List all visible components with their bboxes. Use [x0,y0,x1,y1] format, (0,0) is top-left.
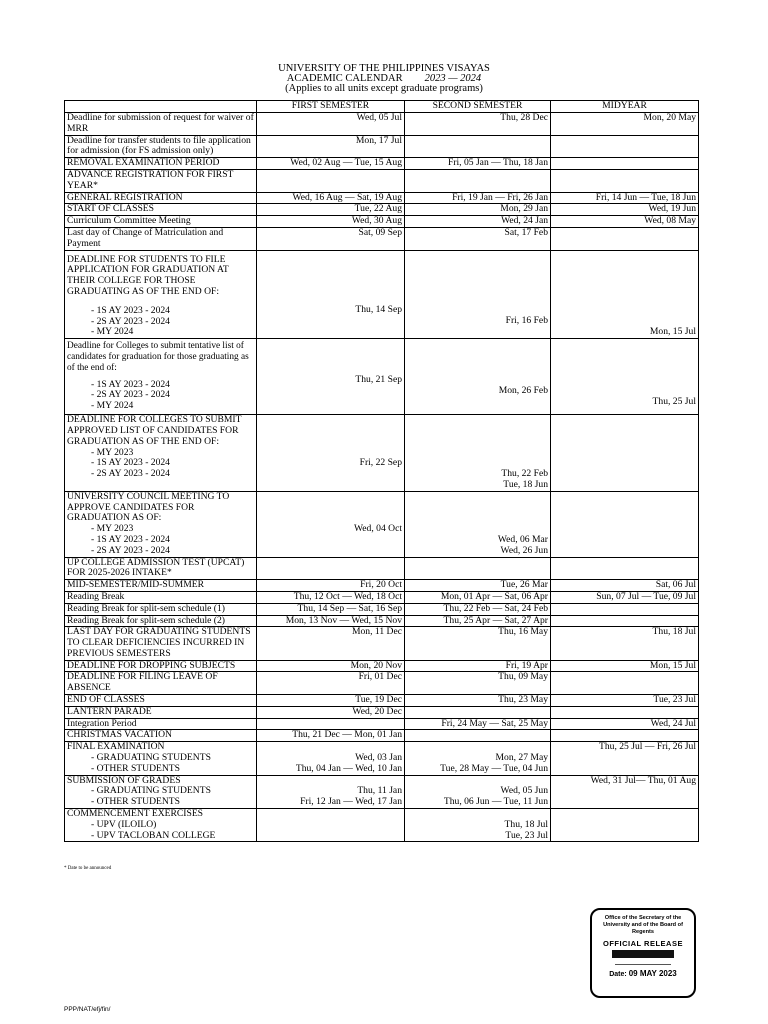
cell-mid: Mon, 15 Jul [551,660,699,672]
stamp-office: Office of the Secretary of the University and of the Board of Regents [603,915,683,935]
cell-second: Thu, 22 Feb Tue, 18 Jun [405,415,551,492]
row-label: COMMENCEMENT EXERCISES - UPV (ILOILO) - UPV TACLOBAN COLLEGE [65,809,257,842]
table-row [65,695,699,707]
cell-second: Fri, 24 May — Sat, 25 May [405,718,551,730]
cell-mid: Thu, 25 Jul [551,339,699,415]
table-row [65,227,699,250]
footnote: * Date to be announced [64,866,112,871]
stamp-signature-line [615,960,671,965]
cell-second: Tue, 26 Mar [405,580,551,592]
row-label: Curriculum Committee Meeting [65,216,257,228]
cell-second [405,706,551,718]
row-label: LAST DAY FOR GRADUATING STUDENTS TO CLEAR DEFICIENCIES INCURRED IN PREVIOUS SEMESTERS [65,627,257,660]
cell-first: Mon, 13 Nov — Wed, 15 Nov [257,615,405,627]
table-row [65,742,699,775]
table-row [65,660,699,672]
cell-mid: Wed, 24 Jul [551,718,699,730]
stamp-release-label: OFFICIAL RELEASE [603,939,683,948]
cell-second: Thu, 16 May [405,627,551,660]
cell-second: Fri, 19 Jan — Fri, 26 Jan [405,192,551,204]
cell-first: Thu, 14 Sep [257,250,405,339]
table-row [65,730,699,742]
table-header-row [65,101,699,113]
row-label: END OF CLASSES [65,695,257,707]
cell-second: Fri, 05 Jan — Thu, 18 Jan [405,158,551,170]
header-second-semester: SECOND SEMESTER [405,101,551,113]
reference-code: PPP/NAT/efj/fin/ [64,1006,111,1013]
cell-first: Fri, 20 Oct [257,580,405,592]
row-label: START OF CLASSES [65,204,257,216]
cell-first [257,557,405,580]
cell-mid [551,603,699,615]
cell-first: Wed, 02 Aug — Tue, 15 Aug [257,158,405,170]
table-row [65,557,699,580]
cell-first: Wed, 16 Aug — Sat, 19 Aug [257,192,405,204]
row-label: DEADLINE FOR STUDENTS TO FILE APPLICATION FOR GRADUATION AT THEIR COLLEGE FOR THOSE GRADUATING AS OF THE END OF: - 1S AY 2023 - 2024 - 2S AY 2023 - 2024 - MY 2024 [65,250,257,339]
table-row [65,158,699,170]
table-row [65,415,699,492]
cell-mid: Tue, 23 Jul [551,695,699,707]
cell-first: Thu, 21 Sep [257,339,405,415]
cell-second: Mon, 27 May Tue, 28 May — Tue, 04 Jun [405,742,551,775]
cell-mid: Thu, 25 Jul — Fri, 26 Jul [551,742,699,775]
row-label: REMOVAL EXAMINATION PERIOD [65,158,257,170]
row-label: Deadline for transfer students to file application for admission (for FS admission only) [65,135,257,158]
academic-year: 2023 — 2024 [424,73,482,84]
university-name: UNIVERSITY OF THE PHILIPPINES VISAYAS [278,63,490,74]
table-row [65,113,699,136]
cell-first: Mon, 20 Nov [257,660,405,672]
row-label: LANTERN PARADE [65,706,257,718]
row-label: Reading Break [65,591,257,603]
cell-second [405,135,551,158]
row-label: Reading Break for split-sem schedule (1) [65,603,257,615]
table-row [65,672,699,695]
cell-first [257,718,405,730]
cell-first: Thu, 11 Jan Fri, 12 Jan — Wed, 17 Jan [257,775,405,808]
table-row [65,192,699,204]
table-row [65,580,699,592]
cell-second: Mon, 26 Feb [405,339,551,415]
cell-first: Wed, 03 Jan Thu, 04 Jan — Wed, 10 Jan [257,742,405,775]
table-row [65,706,699,718]
cell-second: Mon, 01 Apr — Sat, 06 Apr [405,591,551,603]
cell-mid [551,135,699,158]
cell-second: Mon, 29 Jan [405,204,551,216]
row-label: FINAL EXAMINATION - GRADUATING STUDENTS - OTHER STUDENTS [65,742,257,775]
row-label: UP COLLEGE ADMISSION TEST (UPCAT) FOR 2025-2026 INTAKE* [65,557,257,580]
cell-second: Wed, 24 Jan [405,216,551,228]
cell-second: Fri, 16 Feb [405,250,551,339]
header-midyear: MIDYEAR [551,101,699,113]
table-row [65,718,699,730]
cell-mid [551,672,699,695]
cell-second: Thu, 18 Jul Tue, 23 Jul [405,809,551,842]
cell-first: Thu, 14 Sep — Sat, 16 Sep [257,603,405,615]
cell-mid [551,809,699,842]
table-row [65,339,699,415]
academic-calendar-table [64,100,699,842]
table-row [65,216,699,228]
cell-first: Tue, 22 Aug [257,204,405,216]
row-label: DEADLINE FOR FILING LEAVE OF ABSENCE [65,672,257,695]
row-label: Deadline for Colleges to submit tentative list of candidates for graduation for those graduating as of the end of: - 1S AY 2023 - 2024 - 2S AY 2023 - 2024 - MY 2024 [65,339,257,415]
cell-first: Wed, 05 Jul [257,113,405,136]
cell-mid [551,706,699,718]
table-row [65,591,699,603]
stamp-redaction [612,950,674,958]
cell-first: Wed, 20 Dec [257,706,405,718]
cell-second [405,557,551,580]
cell-mid [551,557,699,580]
cell-mid [551,615,699,627]
cell-second: Thu, 23 May [405,695,551,707]
row-label: Last day of Change of Matriculation and Payment [65,227,257,250]
cell-mid: Fri, 14 Jun — Tue, 18 Jun [551,192,699,204]
row-label: Deadline for submission of request for waiver of MRR [65,113,257,136]
cell-mid: Wed, 19 Jun [551,204,699,216]
cell-mid: Mon, 15 Jul [551,250,699,339]
table-row [65,204,699,216]
cell-mid [551,158,699,170]
cell-mid: Mon, 20 May [551,113,699,136]
row-label: Reading Break for split-sem schedule (2) [65,615,257,627]
row-label: DEADLINE FOR COLLEGES TO SUBMIT APPROVED LIST OF CANDIDATES FOR GRADUATION AS OF THE END OF: - MY 2023 - 1S AY 2023 - 2024 - 2S AY 2023 - 2024 [65,415,257,492]
cell-mid [551,169,699,192]
cell-first: Mon, 11 Dec [257,627,405,660]
row-label: ADVANCE REGISTRATION FOR FIRST YEAR* [65,169,257,192]
cell-first [257,809,405,842]
cell-first: Fri, 22 Sep [257,415,405,492]
table-row [65,627,699,660]
cell-first: Tue, 19 Dec [257,695,405,707]
table-row [65,809,699,842]
cell-second: Wed, 05 Jun Thu, 06 Jun — Tue, 11 Jun [405,775,551,808]
cell-mid: Wed, 08 May [551,216,699,228]
cell-first: Fri, 01 Dec [257,672,405,695]
cell-second: Fri, 19 Apr [405,660,551,672]
row-label: Integration Period [65,718,257,730]
cell-mid: Sat, 06 Jul [551,580,699,592]
row-label: GENERAL REGISTRATION [65,192,257,204]
cell-first [257,169,405,192]
header-first-semester: FIRST SEMESTER [257,101,405,113]
header-blank [65,101,257,113]
table-row [65,603,699,615]
cell-first: Wed, 04 Oct [257,491,405,557]
cell-first: Thu, 21 Dec — Mon, 01 Jan [257,730,405,742]
cell-first: Thu, 12 Oct — Wed, 18 Oct [257,591,405,603]
applies-note: (Applies to all units except graduate programs) [285,83,483,94]
cell-mid: Wed, 31 Jul— Thu, 01 Aug [551,775,699,808]
cell-mid [551,227,699,250]
row-label: MID-SEMESTER/MID-SUMMER [65,580,257,592]
cell-first: Wed, 30 Aug [257,216,405,228]
row-label: SUBMISSION OF GRADES - GRADUATING STUDENTS - OTHER STUDENTS [65,775,257,808]
row-label: CHRISTMAS VACATION [65,730,257,742]
cell-second: Wed, 06 Mar Wed, 26 Jun [405,491,551,557]
cell-second: Sat, 17 Feb [405,227,551,250]
cell-second [405,730,551,742]
row-label: UNIVERSITY COUNCIL MEETING TO APPROVE CANDIDATES FOR GRADUATION AS OF: - MY 2023 - 1S AY 2023 - 2024 - 2S AY 2023 - 2024 [65,491,257,557]
table-row [65,615,699,627]
official-release-stamp [590,908,696,998]
cell-mid [551,491,699,557]
cell-second: Thu, 25 Apr — Sat, 27 Apr [405,615,551,627]
cell-mid [551,415,699,492]
cell-first: Sat, 09 Sep [257,227,405,250]
table-row [65,250,699,339]
cell-second [405,169,551,192]
cell-first: Mon, 17 Jul [257,135,405,158]
cell-mid: Thu, 18 Jul [551,627,699,660]
table-row [65,169,699,192]
table-row [65,775,699,808]
cell-second: Thu, 22 Feb — Sat, 24 Feb [405,603,551,615]
cell-mid [551,730,699,742]
table-row [65,491,699,557]
row-label: DEADLINE FOR DROPPING SUBJECTS [65,660,257,672]
cell-second: Thu, 28 Dec [405,113,551,136]
cell-mid: Sun, 07 Jul — Tue, 09 Jul [551,591,699,603]
cell-second: Thu, 09 May [405,672,551,695]
stamp-date: Date: 09 MAY 2023 [609,968,677,978]
table-row [65,135,699,158]
calendar-label: ACADEMIC CALENDAR [286,73,403,84]
